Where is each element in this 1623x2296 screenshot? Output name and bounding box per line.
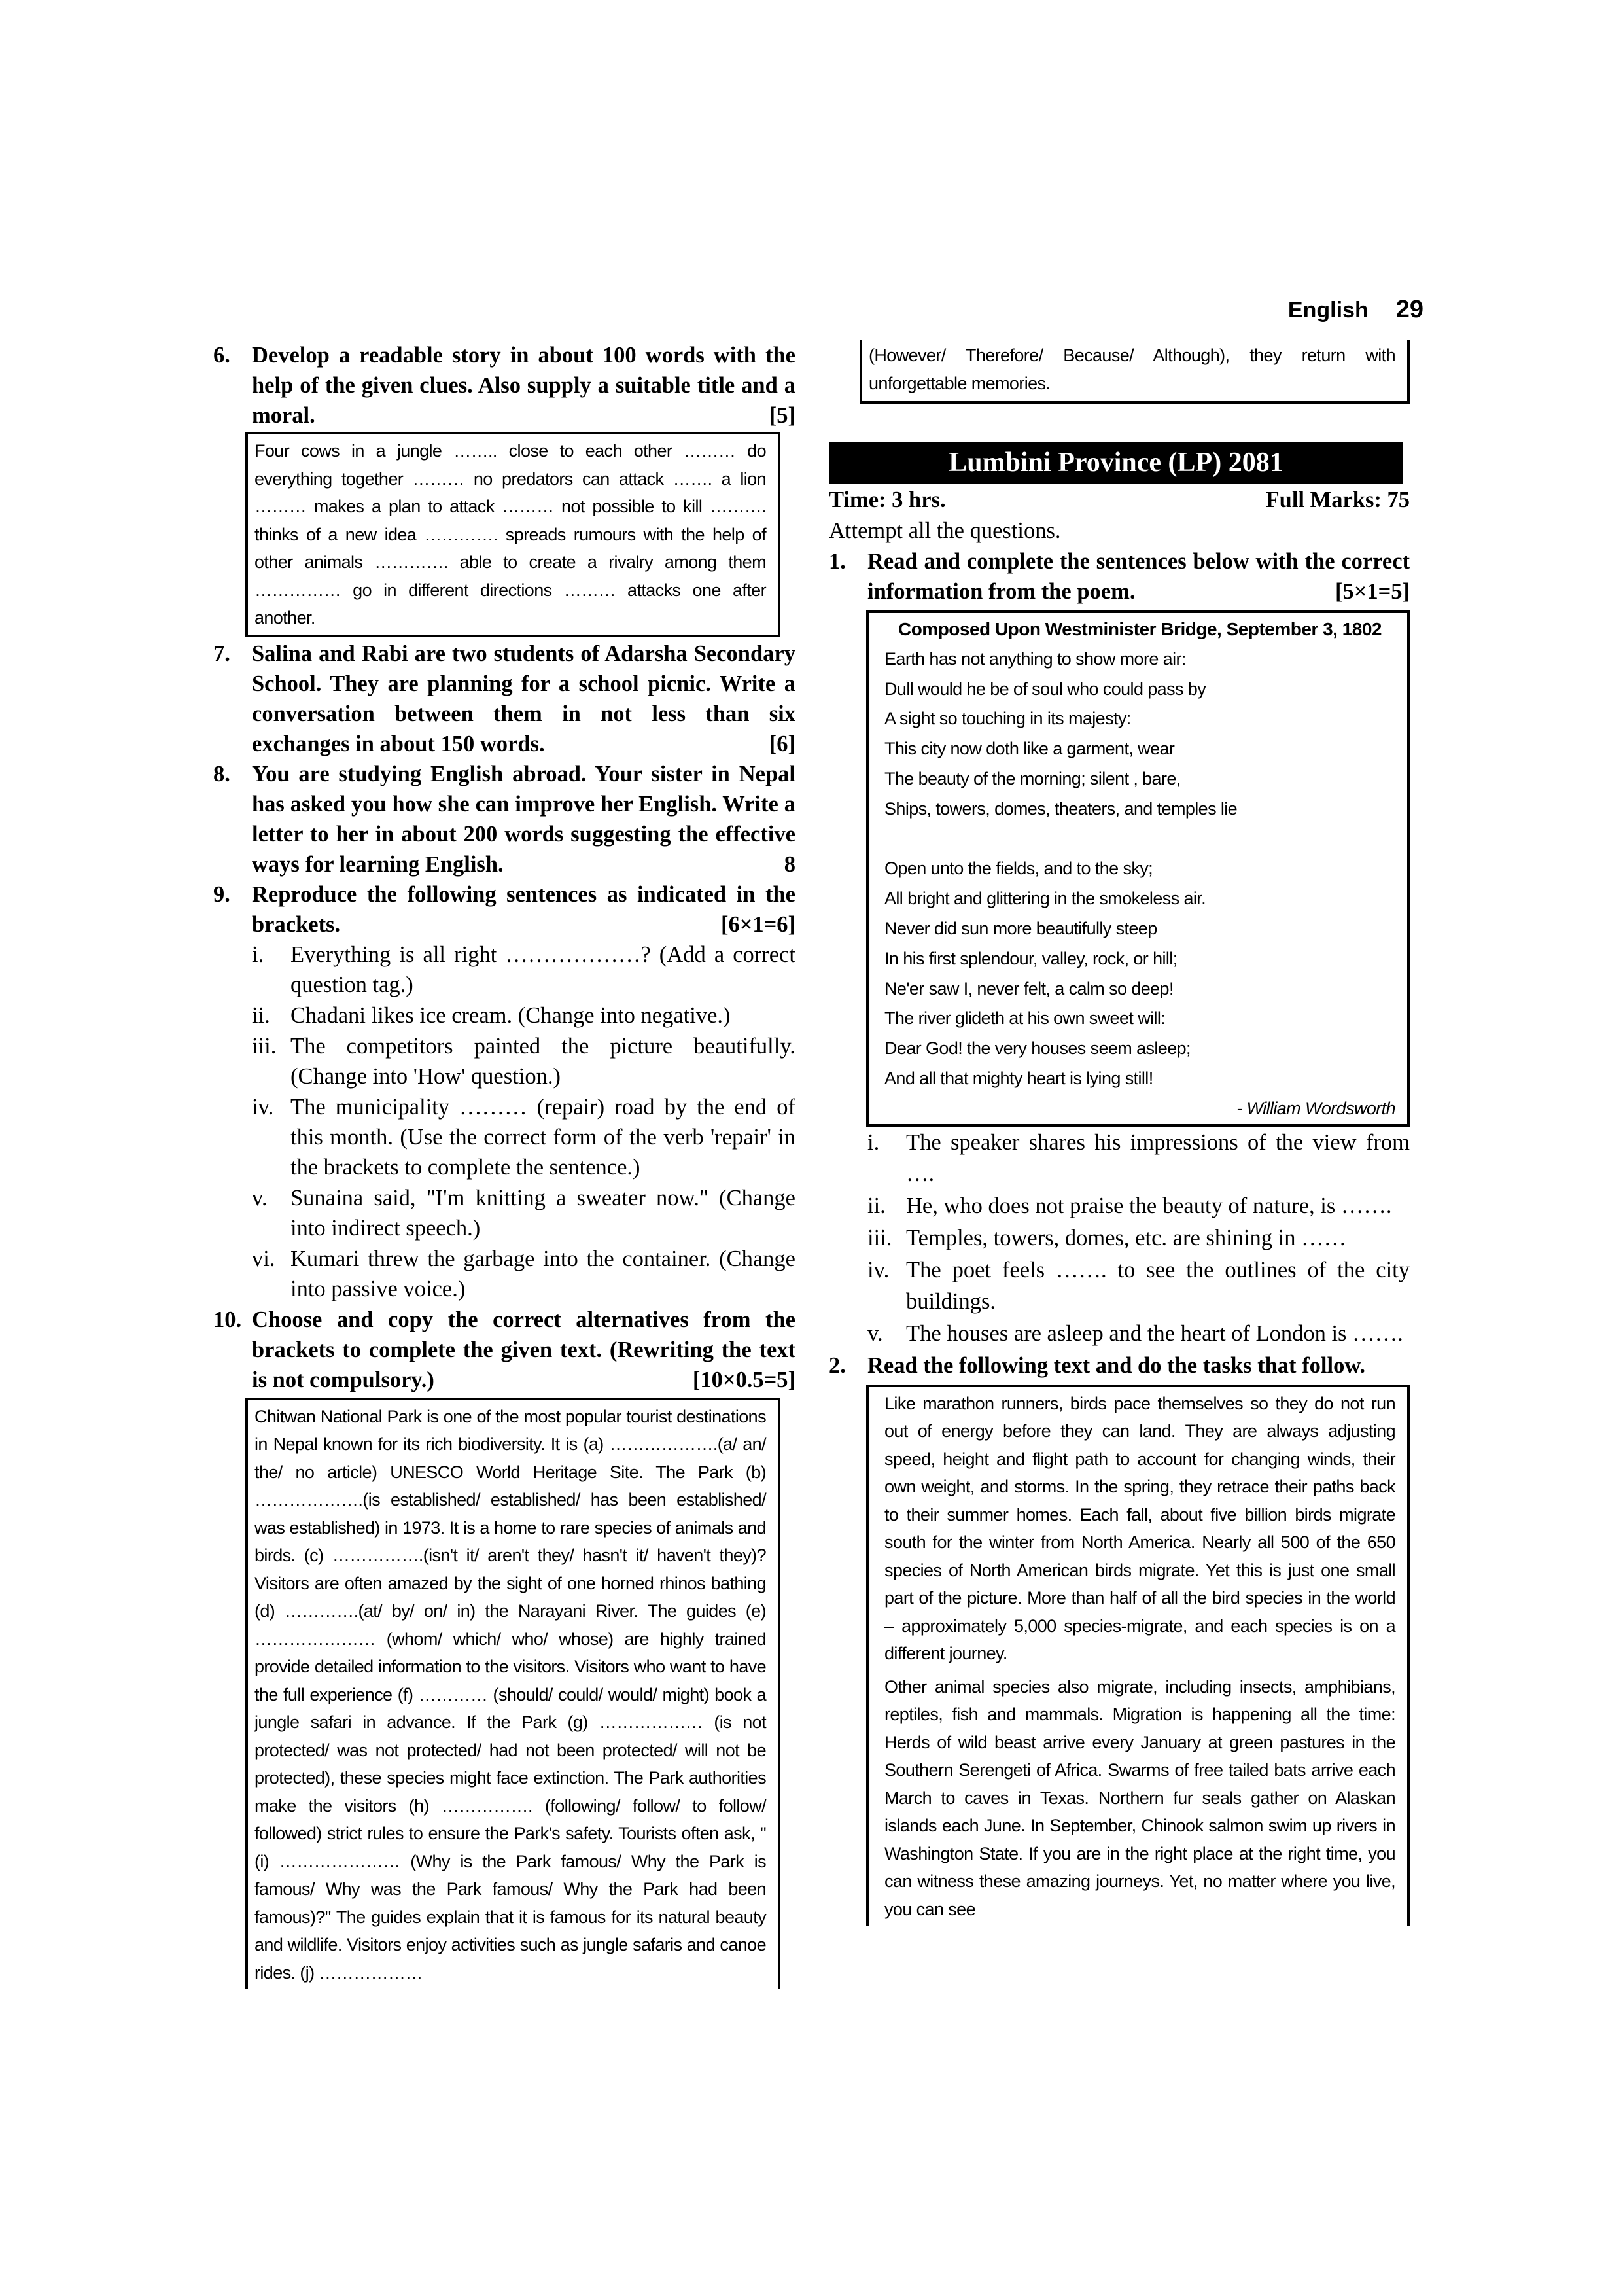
- story-clues-box: [245, 432, 780, 637]
- question-1-items: [829, 1127, 1410, 1349]
- passage-paragraph: Other animal species also migrate, including insects, amphibians, reptiles, fish and mammals. Migration is happening all the time: Herds of wild beast arrive every January at green pastures in the Southern Serengeti of Africa. Swarms of free tailed bats arrive each March to caves in Texas. Northern fur seals gather on Alaskan islands each June. In September, Chinook salmon swim up rivers in Washington State. If you are in the right place at the right time, you can witness these amazing journeys. Yet, no matter where you live, you can see: [884, 1676, 1395, 1919]
- poem-author: - William Wordsworth: [1236, 1098, 1395, 1118]
- sub-item: [213, 1183, 795, 1243]
- sub-item-label: v.: [867, 1320, 883, 1346]
- question-6: [213, 340, 795, 431]
- sub-item-label: iv.: [252, 1094, 274, 1120]
- poem-line: Dear God! the very houses seem asleep;: [884, 1038, 1191, 1059]
- poem-line: In his first splendour, valley, rock, or hill;: [884, 948, 1178, 968]
- poem-line: Never did sun more beautifully steep: [884, 918, 1157, 938]
- question-text: Salina and Rabi are two students of Adarsha Secondary School. They are planning for a school picnic. Write a conversation between them in not less than six exchanges in about 150 words.: [252, 641, 795, 756]
- poem-line: And all that mighty heart is lying still!: [884, 1068, 1153, 1088]
- sub-item: [829, 1190, 1410, 1222]
- sub-item-text: Kumari threw the garbage into the container. (Change into passive voice.): [290, 1246, 795, 1301]
- question-marks: [5×1=5]: [1335, 579, 1410, 604]
- exam-meta: [829, 485, 1410, 515]
- sub-item-text: Everything is all right ………………? (Add a correct question tag.): [290, 942, 795, 997]
- poem-stanza-1: [884, 645, 1395, 824]
- exam-title-banner: [829, 442, 1403, 484]
- subject-label: English: [1287, 298, 1369, 323]
- poem-line: Open unto the fields, and to the sky;: [884, 858, 1153, 879]
- sub-item: [829, 1254, 1410, 1317]
- poem-line: Earth has not anything to show more air:: [884, 648, 1186, 669]
- sub-item-label: i.: [252, 942, 264, 967]
- sub-item-label: v.: [252, 1185, 268, 1210]
- sub-item-text: Chadani likes ice cream. (Change into negative.): [290, 1002, 731, 1028]
- question-marks: [5]: [769, 403, 795, 428]
- exam-full-marks: Full Marks: 75: [1265, 487, 1410, 512]
- question-text: Develop a readable story in about 100 words with the help of the given clues. Also supply a suitable title and a moral.: [252, 343, 795, 428]
- question-number: 1.: [829, 549, 846, 574]
- question-number: 10.: [213, 1307, 242, 1332]
- poem-line: Ne'er saw I, never felt, a calm so deep!: [884, 978, 1174, 998]
- poem-line: A sight so touching in its majesty:: [884, 709, 1131, 729]
- passage-paragraph: Like marathon runners, birds pace themselves so they do not run out of energy before they can land. They are always adjusting speed, height and flight path to account for changing winds, their own weight, and storms. In the spring, they retrace their paths back to their summer homes. Each fall, about five billion birds migrate south for the winter from North America. Nearly all 500 of the 650 species of North American birds migrate. Yet this is just one small part of the picture. More than half of all the bird species in the world – approximately 5,000 species-migrate, and each species is on a different journey.: [884, 1393, 1395, 1664]
- poem-line: The beauty of the morning; silent , bare,: [884, 768, 1181, 788]
- question-number: 7.: [213, 641, 230, 666]
- poem-line: This city now doth like a garment, wear: [884, 739, 1175, 759]
- cloze-passage: Chitwan National Park is one of the most popular tourist destinations in Nepal known for its rich biodiversity. It is (a) ……………….(a/ an/ the/ no article) UNESCO World Heritage Site. The Park (b) ……………….(is established/ established/ has been established/ was established) in 1973. It is a home to rare species of animals and birds. (c) …………….(isn't it/ aren't they/ hasn't it/ haven't they)? Visitors are often amazed by the sight of one horned rhinos bathing (d) ………….(at/ by/ on/ in) the Narayani River. The guides (e) ………………… (whom/ which/ who/ whose) are highly trained provide detailed information to the visitors. Visitors who want to have the full experience (f) ………… (should/ could/ would/ might) book a jungle safari in advance. If the Park (g) ……………… (is not protected/ was not protected/ had not been protected/ will not be protected), these species might face extinction. The Park authorities make the visitors (h) ……………. (following/ follow/ to follow/ followed) strict rules to ensure the Park's safety. Tourists often ask, "(i) ………………… (Why is the Park famous/ Why the Park is famous/ Why was the Park famous/ Why the Park had been famous)?" The guides explain that it is famous for its natural beauty and wildlife. Visitors enjoy activities such as jungle safaris and canoe rides. (j) ………………: [254, 1406, 766, 1983]
- sub-item: [213, 1092, 795, 1182]
- question-7: [213, 639, 795, 759]
- stanza-gap: [884, 824, 1395, 855]
- question-number: 9.: [213, 881, 230, 907]
- sub-item-text: The poet feels ……. to see the outlines of the city buildings.: [906, 1257, 1410, 1314]
- continuation-text: (However/ Therefore/ Because/ Although), they return with unforgettable memories.: [869, 345, 1395, 393]
- poem-stanza-2: [884, 854, 1395, 1093]
- poem-line: The river glideth at his own sweet will:: [884, 1008, 1166, 1029]
- sub-item-text: The speaker shares his impressions of the view from ….: [906, 1129, 1410, 1186]
- sub-item: [829, 1222, 1410, 1254]
- question-text: Choose and copy the correct alternatives from the brackets to complete the given text. (Rewriting the text is not compulsory.): [252, 1307, 795, 1392]
- sub-item: [213, 940, 795, 1000]
- continuation-box: [860, 340, 1410, 404]
- poem-line: All bright and glittering in the smokeless air.: [884, 889, 1206, 909]
- question-number: 6.: [213, 343, 230, 368]
- page-number: 29: [1395, 296, 1423, 323]
- poem-box: [866, 610, 1410, 1127]
- question-1: [829, 546, 1410, 607]
- question-number: 8.: [213, 761, 230, 786]
- sub-item-label: iii.: [867, 1225, 892, 1250]
- question-9: [213, 879, 795, 940]
- sub-item-text: The municipality ……… (repair) road by the end of this month. (Use the correct form of the verb 'repair' in the brackets to complete the sentence.): [290, 1094, 795, 1180]
- left-column: [213, 340, 795, 1989]
- question-10: [213, 1305, 795, 1395]
- sub-item: [829, 1318, 1410, 1349]
- question-marks: [10×0.5=5]: [692, 1367, 795, 1392]
- sub-item-text: The houses are asleep and the heart of London is …….: [906, 1320, 1403, 1346]
- sub-item: [829, 1127, 1410, 1190]
- question-marks: [6]: [769, 731, 795, 756]
- question-text: Reproduce the following sentences as indicated in the brackets.: [252, 881, 795, 937]
- exam-instruction: Attempt all the questions.: [829, 518, 1061, 543]
- poem-line: Ships, towers, domes, theaters, and temples lie: [884, 798, 1238, 819]
- sub-item-text: Temples, towers, domes, etc. are shining in ……: [906, 1225, 1347, 1250]
- exam-time: Time: 3 hrs.: [829, 487, 946, 512]
- sub-item: [213, 1244, 795, 1304]
- sub-item-label: vi.: [252, 1246, 275, 1271]
- cloze-passage-box: [245, 1398, 780, 1990]
- question-text: You are studying English abroad. Your sister in Nepal has asked you how she can improve her English. Write a letter to her in about 200 words suggesting the effective ways for learning English.: [252, 761, 795, 877]
- sub-item-label: i.: [867, 1129, 880, 1155]
- sub-item: [213, 1000, 795, 1031]
- sub-item-label: iii.: [252, 1033, 277, 1059]
- question-2: [829, 1351, 1410, 1381]
- poem-title: Composed Upon Westminister Bridge, September 3, 1802: [898, 619, 1382, 639]
- story-clues: Four cows in a jungle …….. close to each other ……… do everything together ……… no predators can attack ……. a lion ……… makes a plan to attack ……… not possible to kill ………. thinks of a new idea …………. spreads rumours with the help of other animals …………. able to create a rivalry among them …………… go in different directions ……… attacks one after another.: [254, 441, 766, 627]
- right-column: [829, 340, 1410, 1926]
- question-text: Read the following text and do the tasks that follow.: [867, 1352, 1365, 1378]
- question-9-items: [213, 940, 795, 1304]
- sub-item-label: iv.: [867, 1257, 890, 1282]
- sub-item-text: The competitors painted the picture beautifully. (Change into 'How' question.): [290, 1033, 795, 1089]
- exam-title: Lumbini Province (LP) 2081: [949, 448, 1283, 478]
- sub-item-label: ii.: [867, 1193, 886, 1218]
- page-header: [1288, 296, 1423, 324]
- sub-item: [213, 1031, 795, 1091]
- sub-item-text: He, who does not praise the beauty of nature, is …….: [906, 1193, 1392, 1218]
- sub-item-label: ii.: [252, 1002, 270, 1028]
- reading-passage-box: [866, 1385, 1410, 1926]
- question-number: 2.: [829, 1352, 846, 1378]
- poem-line: Dull would he be of soul who could pass by: [884, 679, 1206, 699]
- question-8: [213, 759, 795, 879]
- sub-item-text: Sunaina said, "I'm knitting a sweater now." (Change into indirect speech.): [290, 1185, 795, 1241]
- question-marks: 8: [784, 851, 795, 877]
- question-text: Read and complete the sentences below with the correct information from the poem.: [867, 549, 1410, 604]
- question-marks: [6×1=6]: [720, 911, 795, 937]
